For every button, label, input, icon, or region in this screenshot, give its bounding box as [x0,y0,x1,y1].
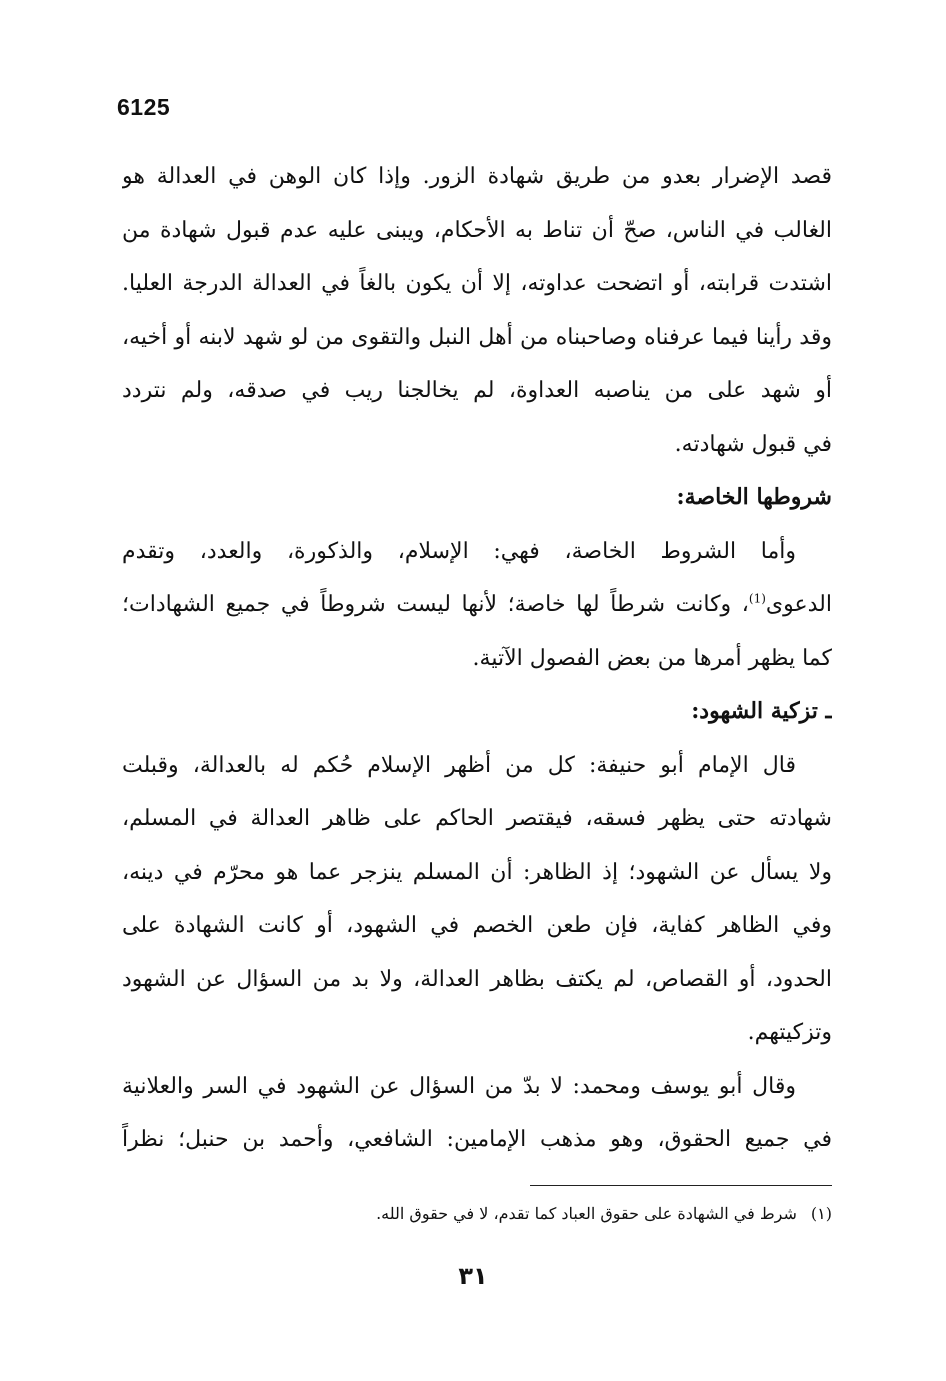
page-number: ٣١ [458,1262,488,1290]
text-line: شهادته حتى يظهر فسقه، فيقتصر الحاكم على ظاهر العدالة في المسلم، [122,806,832,831]
text-line: وقال أبو يوسف ومحمد: لا بدّ من السؤال عن الشهود في السر والعلانية [122,1073,796,1099]
footnote-number: (١) [810,1204,832,1223]
text-line: وفي الظاهر كفاية، فإن طعن الخصم في الشهود، أو كانت الشهادة على [122,913,832,938]
footnote-divider [530,1185,832,1186]
text-line: وأما الشروط الخاصة، فهي: الإسلام، والذكورة، والعدد، وتقدم [122,538,796,564]
section-heading: شروطها الخاصة: [676,484,832,510]
page-code: 6125 [117,94,171,120]
text-line: قصد الإضرار بعدو من طريق شهادة الزور. وإذا كان الوهن في العدالة هو [122,164,832,189]
text-line: الغالب في الناس، صحّ أن تناط به الأحكام، ويبنى عليه عدم قبول شهادة من [122,217,832,243]
text-line: أو شهد على من يناصبه العداوة، لم يخالجنا ريب في صدقه، ولم نتردد [122,378,832,403]
text-line-with-footnote [122,578,832,632]
text-line: في جميع الحقوق، وهو مذهب الإمامين: الشافعي، وأحمد بن حنبل؛ نظراً [122,1127,832,1152]
text-line: وتزكيتهم. [747,1020,832,1045]
body-text [122,150,832,1167]
text-fragment: ، وكانت شرطاً لها خاصة؛ لأنها ليست شروطاً في جميع الشهادات؛ [122,592,749,617]
text-line: ولا يسأل عن الشهود؛ إذ الظاهر: أن المسلم ينزجر عما هو محرّم في دينه، [122,859,832,885]
footnote-text: شرط في الشهادة على حقوق العباد كما تقدم، لا في حقوق الله. [376,1204,797,1223]
text-line: اشتدت قرابته، أو اتضحت عداوته، إلا أن يكون بالغاً في العدالة الدرجة العليا. [122,271,832,296]
footnote [376,1204,832,1223]
footnote-marker: (1) [748,591,766,606]
text-line: قال الإمام أبو حنيفة: كل من أظهر الإسلام حُكم له بالعدالة، وقبلت [122,752,796,778]
text-line: في قبول شهادته. [674,431,832,457]
text-line: الحدود، أو القصاص، لم يكتف بظاهر العدالة، ولا بد من السؤال عن الشهود [122,966,832,992]
section-heading: ـ تزكية الشهود: [691,698,832,724]
text-line: وقد رأينا فيما عرفناه وصاحبناه من أهل النبل والتقوى من لو شهد لابنه أو أخيه، [122,324,832,350]
text-line: كما يظهر أمرها من بعض الفصول الآتية. [472,645,832,671]
text-fragment: الدعوى [765,592,832,617]
